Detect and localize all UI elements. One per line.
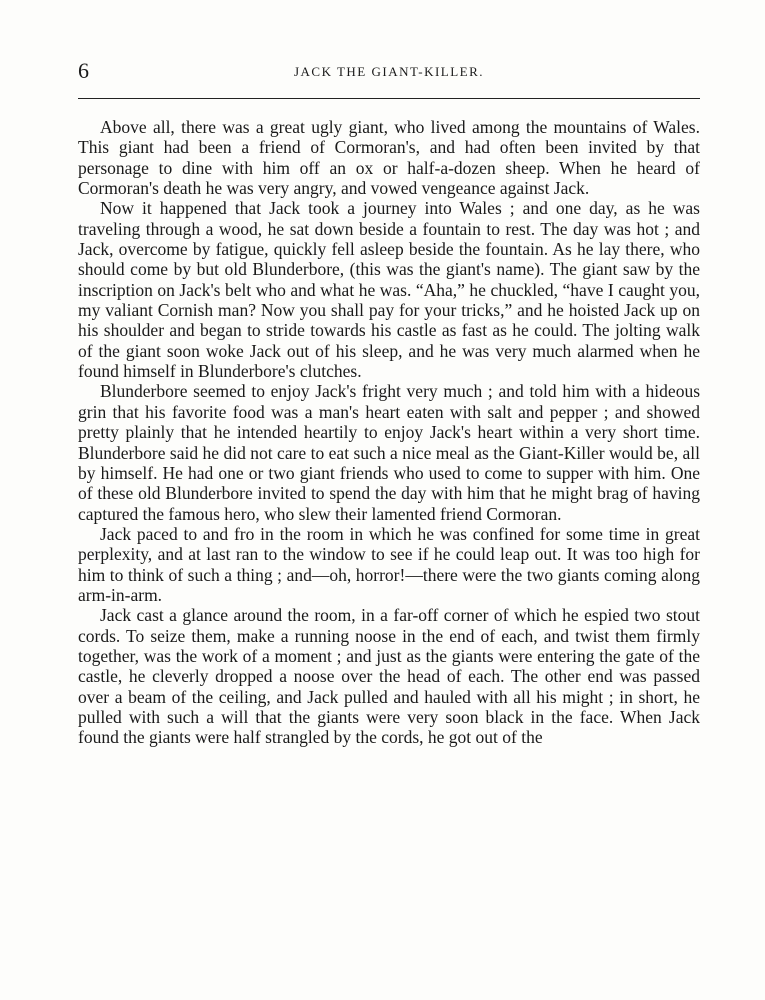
page-header xyxy=(78,58,700,88)
paragraph: Above all, there was a great ugly giant, who lived among the mountains of Wales. This giant had been a friend of Cormoran's, and had often been invited by that personage to dine with him off an ox or half-a-dozen sheep. When he heard of Cormoran's death he was very angry, and vowed vengeance against Jack. xyxy=(78,117,700,199)
page-number: 6 xyxy=(78,58,89,83)
running-title: JACK THE GIANT-KILLER. xyxy=(293,64,485,79)
paragraph: Jack paced to and fro in the room in which he was confined for some time in great perplexity, and at last ran to the window to see if he could leap out. It was too high for him to think of such a thing ; and—oh, horror!—there were the two giants coming along arm-in-arm. xyxy=(78,523,700,605)
header-rule xyxy=(78,98,700,99)
paragraph: Jack cast a glance around the room, in a far-off corner of which he espied two stout cords. To seize them, make a running noose in the end of each, and twist them firmly together, was the work of a moment ; and just as the giants were entering the gate of the castle, he cleverly dropped a noose over the head of each. The other end was passed over a beam of the ceiling, and Jack pulled and hauled with all his might ; in short, he pulled with such a will that the giants were very soon black in the face. When Jack found the giants were half strangled by the cords, he got out of the xyxy=(78,605,700,748)
paragraph: Now it happened that Jack took a journey into Wales ; and one day, as he was traveling through a wood, he sat down beside a fountain to rest. The day was hot ; and Jack, overcome by fatigue, quickly fell asleep beside the fountain. As he lay there, who should come by but old Blunderbore, (this was the giant's name). The giant saw by the inscription on Jack's belt who and what he was. “Aha,” he chuckled, “have I caught you, my valiant Cornish man? Now you shall pay for your tricks,” and he hoisted Jack up on his shoulder and began to stride towards his castle as fast as he could. The jolting walk of the giant soon woke Jack out of his sleep, and he was very much alarmed when he found himself in Blunderbore's clutches. xyxy=(78,198,700,382)
body-text xyxy=(78,117,700,748)
paragraph: Blunderbore seemed to enjoy Jack's fright very much ; and told him with a hideous grin that his favorite food was a man's heart eaten with salt and pepper ; and showed pretty plainly that he intended heartily to enjoy Jack's heart within a very short time. Blunderbore said he did not care to eat such a nice meal as the Giant-Killer would be, all by himself. He had one or two giant friends who used to come to supper with him. One of these old Blunderbore invited to spend the day with him that he might brag of having captured the famous hero, who slew their lamented friend Cormoran. xyxy=(78,381,700,524)
